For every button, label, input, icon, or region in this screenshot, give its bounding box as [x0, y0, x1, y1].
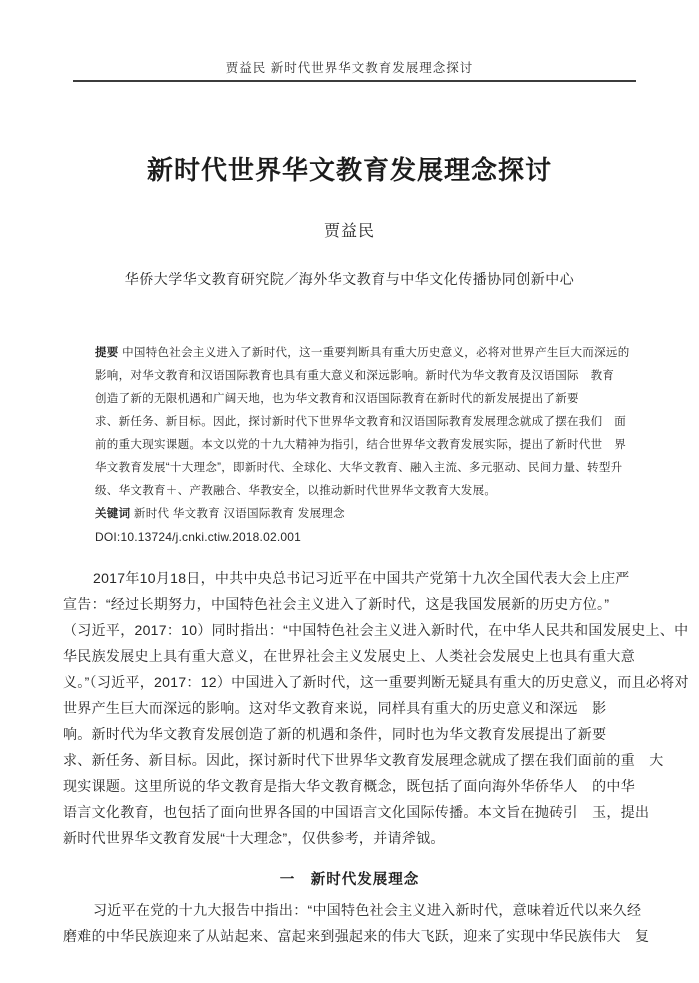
- abstract-line: 级、华文教育＋、产教融合、华教安全，以推动新时代世界华文教育大发展。: [95, 485, 497, 497]
- body-line: 义。”（习近平，2017：12）中国进入了新时代，这一重要判断无疑具有重大的历史意义，而且必将对: [63, 674, 689, 690]
- author-name: 贾益民: [323, 223, 375, 240]
- body-line: 求、新任务、新目标。因此，探讨新时代下世界华文教育发展理念就成了摆在我们面前的重 大: [63, 752, 664, 768]
- body-line: 语言文化教育，也包括了面向世界各国的中国语言文化国际传播。本文旨在抛砖引 玉，提出: [63, 804, 650, 820]
- body-line: 宣告：“经过长期努力，中国特色社会主义进入了新时代，这是我国发展新的历史方位。”: [63, 596, 610, 612]
- keywords-text: 新时代 华文教育 汉语国际教育 发展理念: [130, 508, 345, 520]
- abstract-text: 中国特色社会主义进入了新时代，这一重要判断具有重大历史意义，必将对世界产生巨大而深远的: [118, 347, 630, 359]
- body-line: （习近平，2017：10）同时指出：“中国特色社会主义进入新时代，在中华人民共和国发展史上、中: [63, 622, 689, 638]
- author-affiliation: 华侨大学华文教育研究院／海外华文教育与中华文化传播协同创新中心: [124, 271, 575, 287]
- body-line: 华民族发展史上具有重大意义，在世界社会主义发展史上、人类社会发展史上也具有重大意: [63, 648, 635, 664]
- abstract-line: 求、新任务、新目标。因此，探讨新时代下世界华文教育和汉语国际教育发展理念就成了摆在我们 面: [95, 416, 626, 428]
- body-line: 磨难的中华民族迎来了从站起来、富起来到强起来的伟大飞跃，迎来了实现中华民族伟大 复: [63, 928, 650, 944]
- abstract-line: 前的重大现实课题。本文以党的十九大精神为指引，结合世界华文教育发展实际，提出了新时代世 界: [95, 439, 626, 451]
- running-head: 贾益民 新时代世界华文教育发展理念探讨: [225, 61, 474, 75]
- body-line: 新时代世界华文教育发展“十大理念”，仅供参考，并请斧钺。: [63, 830, 445, 846]
- keywords-line: [95, 503, 635, 526]
- abstract-label: 提要: [95, 347, 119, 359]
- section-heading-1: 一 新时代发展理念: [279, 872, 420, 888]
- keywords-label: 关键词: [95, 508, 131, 520]
- page-title: 新时代世界华文教育发展理念探讨: [146, 155, 552, 185]
- abstract-section: [95, 342, 635, 549]
- body-line: 现实课题。这里所说的华文教育是指大华文教育概念，既包括了面向海外华侨华人 的中华: [63, 778, 635, 794]
- body-paragraph-2: [63, 897, 648, 949]
- header-rule: [73, 80, 636, 82]
- abstract-line: [95, 342, 635, 365]
- abstract-line: 创造了新的无限机遇和广阔天地，也为华文教育和汉语国际教育在新时代的新发展提出了新要: [95, 393, 579, 405]
- abstract-line: 华文教育发展“十大理念”，即新时代、全球化、大华文教育、融入主流、多元驱动、民间力量、转型升: [95, 462, 623, 474]
- abstract-line: 影响，对华文教育和汉语国际教育也具有重大意义和深远影响。新时代为华文教育及汉语国际 教育: [95, 370, 615, 382]
- body-line: 响。新时代为华文教育发展创造了新的机遇和条件，同时也为华文教育发展提出了新要: [63, 726, 607, 742]
- body-line: 2017年10月18日，中共中央总书记习近平在中国共产党第十九次全国代表大会上庄严: [93, 570, 630, 586]
- body-paragraph-1: [63, 565, 689, 851]
- body-line: 习近平在党的十九大报告中指出：“中国特色社会主义进入新时代，意味着近代以来久经: [93, 902, 642, 918]
- body-line: 世界产生巨大而深远的影响。这对华文教育来说，同样具有重大的历史意义和深远 影: [63, 700, 607, 716]
- doi: DOI:10.13724/j.cnki.ctiw.2018.02.001: [95, 530, 301, 544]
